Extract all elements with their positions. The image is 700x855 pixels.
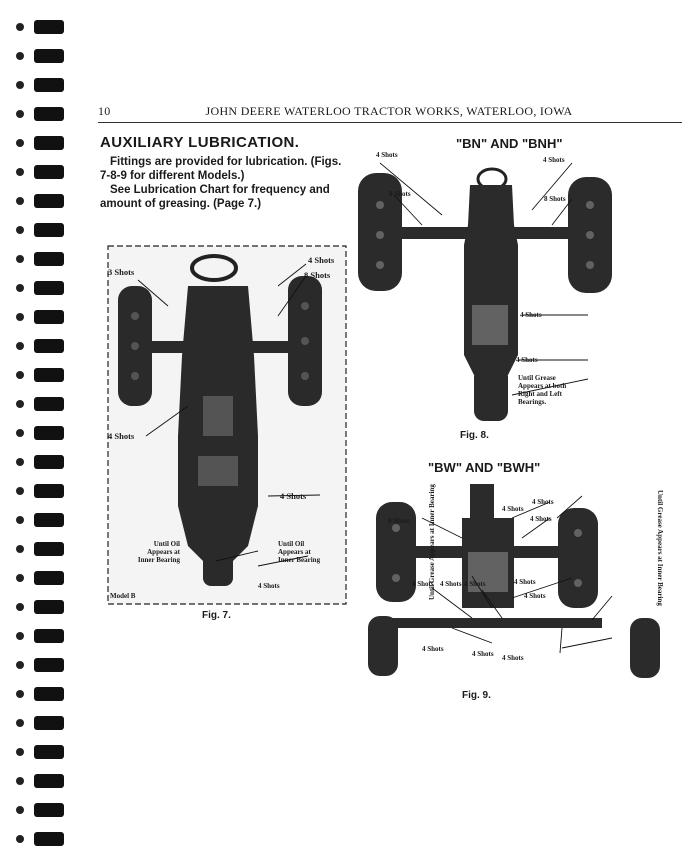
binding-hole	[16, 516, 24, 524]
binding-hole	[16, 400, 24, 408]
fig8-label-4-shots-left: 4 Shots	[376, 151, 398, 159]
fig9-caption: Fig. 9.	[462, 690, 491, 701]
binding-hole	[16, 313, 24, 321]
binding-hole	[16, 690, 24, 698]
binding-hole	[16, 835, 24, 843]
binding-coil	[34, 136, 64, 150]
binding-hole	[16, 574, 24, 582]
manual-page	[72, 0, 700, 855]
binding-hole	[16, 748, 24, 756]
binding-hole	[16, 371, 24, 379]
binding-hole	[16, 806, 24, 814]
binding-coil	[34, 107, 64, 121]
fig7-label-4-shots-left: 4 Shots	[108, 431, 135, 441]
section-heading: AUXILIARY LUBRICATION.	[100, 134, 300, 151]
fig7-label-until-oil-right: Until Oil Appears at Inner Bearing	[278, 540, 321, 564]
fig7-label-until-oil-left: Until Oil Appears at Inner Bearing	[137, 540, 180, 564]
binding-coil	[34, 426, 64, 440]
binding-coil	[34, 194, 64, 208]
fig7-label-shots-bottom: 4 Shots	[258, 582, 280, 590]
fig7-label-3-shots: 3 Shots	[108, 267, 135, 277]
binding-coil	[34, 455, 64, 469]
fig7-caption: Fig. 7.	[202, 610, 231, 621]
binding-hole	[16, 284, 24, 292]
fig9-label-4-shots-d: 4 Shots	[412, 580, 434, 588]
binding-coil	[34, 20, 64, 34]
binding-coil	[34, 49, 64, 63]
fig9-label-4-shots-h: 4 Shots	[524, 592, 546, 600]
binding-hole	[16, 545, 24, 553]
fig9-label-4-shots-j: 4 Shots	[472, 650, 494, 658]
binding-hole	[16, 168, 24, 176]
fig8-label-until-grease: Until Grease Appears at both Right and Left Bearings.	[518, 374, 567, 406]
binding-coil	[34, 78, 64, 92]
binding-coil	[34, 542, 64, 556]
fig9-label-4-shots-a: 4 Shots	[502, 505, 524, 513]
fig9-label-4-shots-c: 4 Shots	[530, 515, 552, 523]
fig9-label-4-shots-b: 4 Shots	[532, 498, 554, 506]
binding-coil	[34, 281, 64, 295]
binding-hole	[16, 661, 24, 669]
binding-coil	[34, 310, 64, 324]
fig9-label-4-shots-e: 4 Shots	[440, 580, 462, 588]
spiral-binding	[0, 0, 72, 855]
binding-hole	[16, 342, 24, 350]
fig7-label-4-shots-lower: 4 Shots	[280, 491, 307, 501]
fig9-side-label-right: Until Grease Appears at Inner Bearing	[656, 490, 664, 606]
binding-coil	[34, 600, 64, 614]
binding-coil	[34, 571, 64, 585]
binding-coil	[34, 484, 64, 498]
binding-coil	[34, 658, 64, 672]
page-number: 10	[98, 104, 111, 118]
binding-hole	[16, 52, 24, 60]
binding-coil	[34, 629, 64, 643]
binding-hole	[16, 255, 24, 263]
binding-hole	[16, 81, 24, 89]
fig7-label-4-shots-top: 4 Shots	[308, 255, 335, 265]
paragraph-lubrication-chart: See Lubrication Chart for frequency and amount of greasing. (Page 7.)	[100, 184, 330, 210]
fig8-label-8-shots-right: 8 Shots	[544, 195, 566, 203]
fig8-title: "BN" AND "BNH"	[456, 136, 563, 151]
running-title: JOHN DEERE WATERLOO TRACTOR WORKS, WATERLOO, IOWA	[205, 104, 573, 118]
fig9-label-4-shots-i: 4 Shots	[422, 645, 444, 653]
binding-hole	[16, 777, 24, 785]
fig9-label-4-shots-f: 4 Shots	[464, 580, 486, 588]
paragraph-fittings: Fittings are provided for lubrication. (Figs. 7-8-9 for different Models.)	[100, 156, 342, 182]
binding-coil	[34, 368, 64, 382]
fig9-label-4-shots-k: 4 Shots	[502, 654, 524, 662]
binding-coil	[34, 687, 64, 701]
fig8-label-4-shots-low: 4 Shots	[516, 356, 538, 364]
fig8-label-4-shots-mid: 4 Shots	[520, 311, 542, 319]
binding-hole	[16, 23, 24, 31]
fig9-side-label-left: Until Grease Appears at Inner Bearing	[428, 484, 436, 600]
binding-hole	[16, 429, 24, 437]
binding-hole	[16, 632, 24, 640]
binding-coil	[34, 513, 64, 527]
fig9-title: "BW" AND "BWH"	[428, 460, 541, 475]
binding-coil	[34, 339, 64, 353]
binding-hole	[16, 719, 24, 727]
binding-coil	[34, 252, 64, 266]
binding-coil	[34, 832, 64, 846]
page-header	[98, 104, 680, 122]
binding-coil	[34, 397, 64, 411]
binding-coil	[34, 716, 64, 730]
binding-coil	[34, 223, 64, 237]
binding-coil	[34, 165, 64, 179]
binding-hole	[16, 226, 24, 234]
fig7-model-label: Model B	[110, 592, 136, 600]
binding-coil	[34, 745, 64, 759]
binding-hole	[16, 197, 24, 205]
binding-hole	[16, 487, 24, 495]
binding-hole	[16, 603, 24, 611]
fig8-label-8-shots-left: 8 Shots	[389, 190, 411, 198]
header-rule	[98, 122, 682, 123]
fig8-label-4-shots-right: 4 Shots	[543, 156, 565, 164]
fig7-label-8-shots: 8 Shots	[304, 270, 331, 280]
binding-hole	[16, 458, 24, 466]
fig8-caption: Fig. 8.	[460, 430, 489, 441]
fig9-label-8-shots: 8 Shots	[388, 517, 410, 525]
binding-coil	[34, 774, 64, 788]
fig9-label-4-shots-g: 4 Shots	[514, 578, 536, 586]
binding-coil	[34, 803, 64, 817]
binding-hole	[16, 139, 24, 147]
binding-hole	[16, 110, 24, 118]
